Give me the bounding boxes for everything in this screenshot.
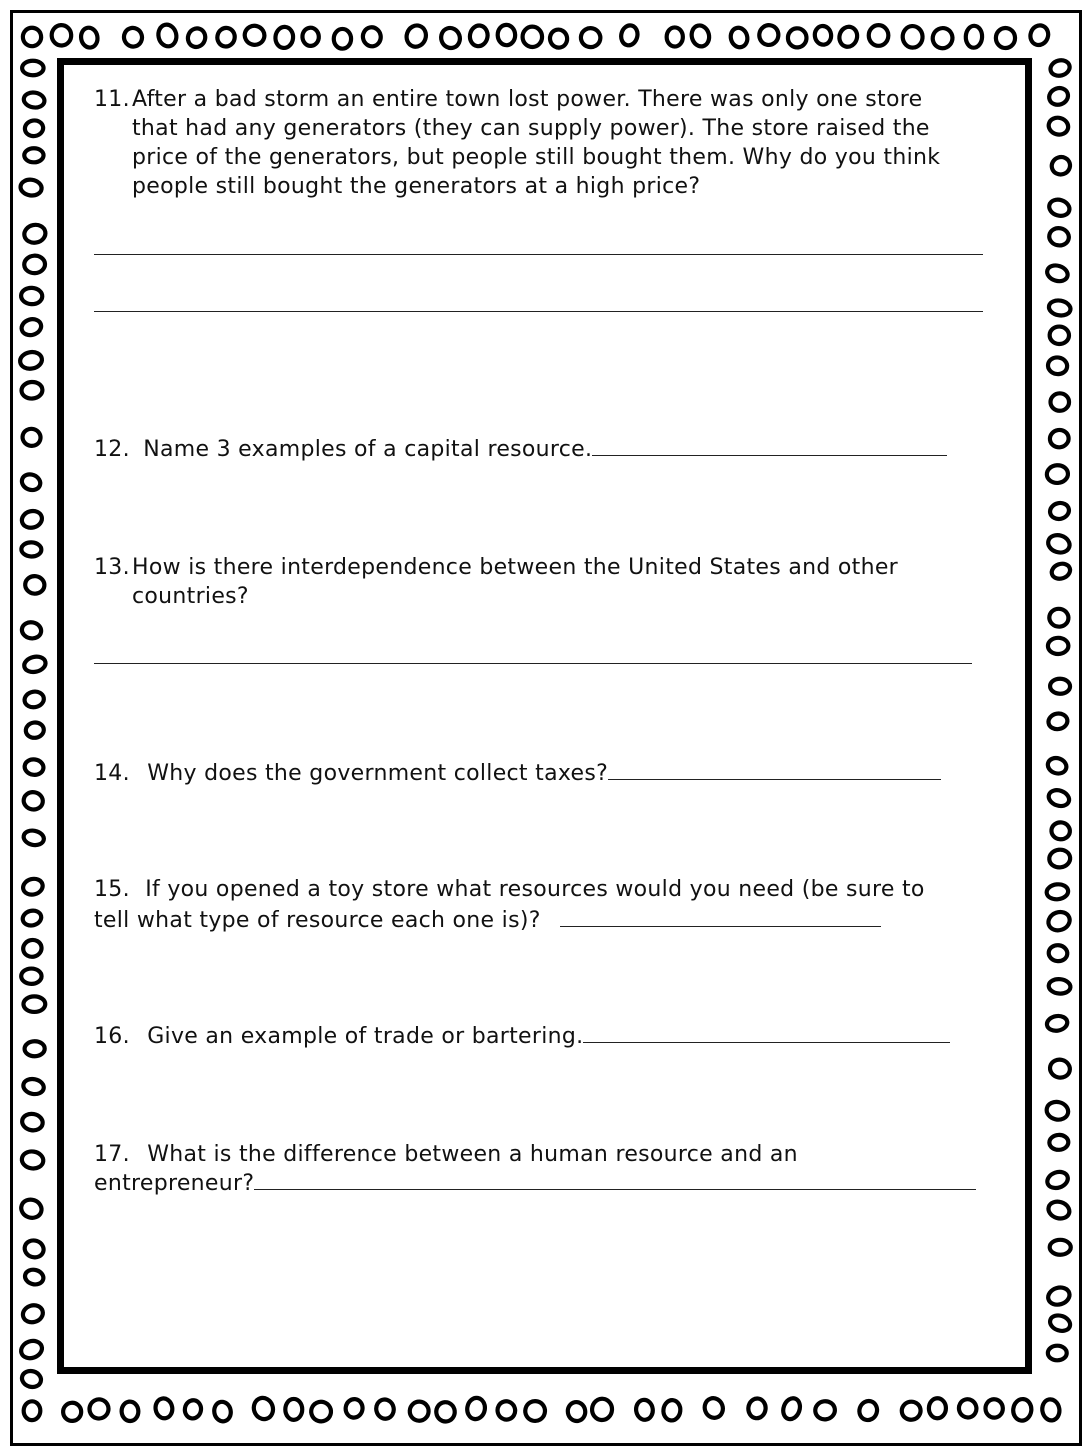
question-text: Give an example of trade or bartering. — [147, 1024, 584, 1049]
question-number: 16. — [94, 1024, 130, 1049]
question-15 — [94, 875, 925, 935]
question-text-line: If you opened a toy store what resources would you need (be sure to — [145, 877, 925, 902]
answer-line[interactable] — [560, 906, 881, 927]
answer-line[interactable] — [94, 663, 972, 664]
question-text: Name 3 examples of a capital resource. — [143, 437, 593, 462]
question-number: 17. — [94, 1142, 130, 1167]
question-text-line: that had any generators (they can supply power). The store raised the — [132, 116, 930, 141]
question-text-line: countries? — [132, 584, 249, 609]
answer-line[interactable] — [592, 435, 947, 456]
question-number: 14. — [94, 761, 130, 786]
question-17 — [94, 1140, 976, 1198]
question-12 — [94, 435, 947, 464]
question-text-line: people still bought the generators at a high price? — [132, 174, 701, 199]
question-number: 11. — [94, 87, 130, 112]
question-text: Why does the government collect taxes? — [147, 761, 609, 786]
question-text-line: What is the difference between a human resource and an — [147, 1142, 798, 1167]
answer-line[interactable] — [254, 1169, 976, 1190]
question-text-line: How is there interdependence between the United States and other — [132, 555, 899, 580]
question-number: 12. — [94, 437, 130, 462]
question-14 — [94, 759, 941, 788]
answer-line[interactable] — [94, 311, 983, 312]
question-number: 13. — [94, 555, 130, 580]
question-number: 15. — [94, 877, 130, 902]
question-text-line: After a bad storm an entire town lost power. There was only one store — [132, 87, 923, 112]
answer-line[interactable] — [608, 759, 941, 780]
answer-line[interactable] — [94, 254, 983, 255]
question-text-line: tell what type of resource each one is)? — [94, 908, 541, 933]
question-16 — [94, 1022, 950, 1051]
question-text-line: price of the generators, but people still bought them. Why do you think — [132, 145, 941, 170]
answer-line[interactable] — [583, 1022, 950, 1043]
question-text-line: entrepreneur? — [94, 1171, 255, 1196]
